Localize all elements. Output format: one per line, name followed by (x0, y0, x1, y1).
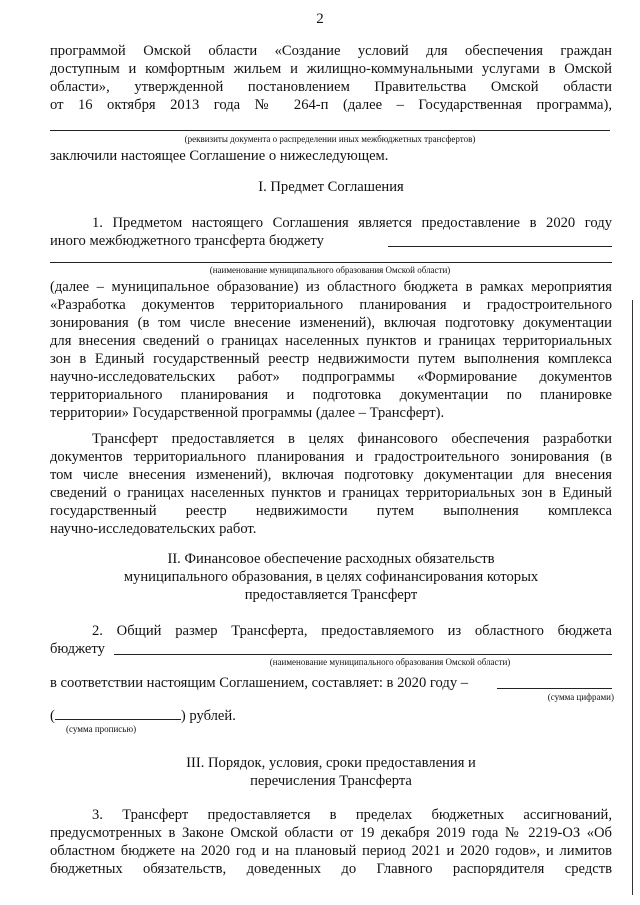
section-1-p1-rest-1: (далее – муниципальное образование) из областного бюджета в рамках мероприятия (50, 279, 612, 295)
section-3-p3-line-3: областном бюджете на 2020 год и на плановый период 2021 и 2020 годов», и лимитов (50, 843, 612, 859)
municipality-caption-2: (наименование муниципального образования Омской области) (269, 657, 511, 667)
section-1-p2-line-2: документов территориального планирования и градостроительного зонирования (в (50, 449, 612, 465)
municipality-blank-1 (388, 246, 612, 247)
intro-line-1: программой Омской области «Создание условий для обеспечения граждан (50, 43, 612, 59)
section-1-p2-line-3: том числе внесения изменений), включая подготовку документации для внесения (50, 467, 612, 483)
section-1-p1-rest-3: зонирования (в том числе внесение изменений), включая подготовку документации (50, 315, 612, 331)
section-1-p1-rest-4: для внесения сведений о границах населенных пунктов и границах территориальных (50, 333, 612, 349)
section-1-heading: I. Предмет Соглашения (258, 179, 404, 195)
section-3-p3-line-1: 3. Трансферт предоставляется в пределах бюджетных ассигнований, (92, 807, 612, 823)
section-3-heading-line-1: III. Порядок, условия, сроки предоставления и (186, 755, 476, 771)
section-1-p1-rest-7: территориального планирования и подготовка документации по планировке (50, 387, 612, 403)
section-1-p1-rest-6: научно-исследовательских работ» подпрограммы «Формирование документов (50, 369, 612, 385)
section-1-p2-line-6: научно-исследовательских работ. (50, 521, 257, 537)
section-1-p1-rest-5: зон в Единый государственный реестр недвижимости путем выполнения комплекса (50, 351, 612, 367)
section-2-p-line-1: 2. Общий размер Трансферта, предоставляемого из областного бюджета (92, 623, 612, 639)
section-3-heading-line-2: перечисления Трансферта (250, 773, 412, 789)
municipality-blank-3 (114, 654, 612, 655)
sum-words-line (50, 706, 350, 725)
section-2-budget-word: бюджету (50, 641, 105, 657)
section-1-p2-line-1: Трансферт предоставляется в целях финансового обеспечения разработки (92, 431, 612, 447)
intro-line-2: доступным и комфортным жильем и жилищно-коммунальными услугами в Омской (50, 61, 612, 77)
section-2-p-line-3: в соответствии настоящим Соглашением, составляет: в 2020 году – (50, 675, 469, 691)
sum-words-blank (55, 706, 181, 720)
section-2-heading-line-2: муниципального образования, в целях софинансирования которых (123, 569, 539, 585)
sum-words-open-paren: ( (50, 708, 55, 724)
section-1-p2-line-4: сведений о границах населенных пунктов и границах территориальных зон в Единый (50, 485, 612, 501)
section-3-p3-line-2: предусмотренных в Законе Омской области от 19 декабря 2019 года № 2219-ОЗ «Об (50, 825, 612, 841)
section-1-p1-line-2: иного межбюджетного трансферта бюджету (50, 233, 324, 249)
sum-digits-caption: (сумма цифрами) (547, 692, 614, 702)
rubles-suffix: ) рублей. (180, 708, 236, 724)
intro-closing: заключили настоящее Соглашение о нижеследующем. (50, 148, 389, 164)
intro-line-3: области», утвержденной постановлением Правительства Омской области (50, 79, 612, 95)
requisites-caption: (реквизиты документа о распределении иных межбюджетных трансфертов) (184, 134, 476, 144)
intro-line-4: от 16 октября 2013 года № 264-п (далее – Государственная программа), (50, 97, 612, 113)
sum-words-caption: (сумма прописью) (66, 724, 137, 734)
municipality-caption-1: (наименование муниципального образования Омской области) (209, 265, 451, 275)
section-2-heading-line-1: II. Финансовое обеспечение расходных обязательств (167, 551, 495, 567)
section-1-p1-rest-8: территории» Государственной программы (далее – Трансферт). (50, 405, 445, 421)
page-number: 2 (316, 11, 324, 27)
municipality-blank-2 (50, 262, 612, 263)
section-1-p1-line-1: 1. Предметом настоящего Соглашения является предоставление в 2020 году (92, 215, 612, 231)
section-2-heading-line-3: предоставляется Трансферт (244, 587, 418, 603)
sum-digits-blank (497, 688, 612, 689)
section-3-p3-line-4: бюджетных обязательств, доведенных до Главного распорядителя средств (50, 861, 612, 877)
section-1-p2-line-5: государственный реестр недвижимости путем выполнения комплекса (50, 503, 612, 519)
page-edge-line (632, 300, 633, 895)
section-1-p1-rest-2: «Разработка документов территориального планирования и градостроительного (50, 297, 612, 313)
requisites-blank-line (50, 130, 610, 131)
